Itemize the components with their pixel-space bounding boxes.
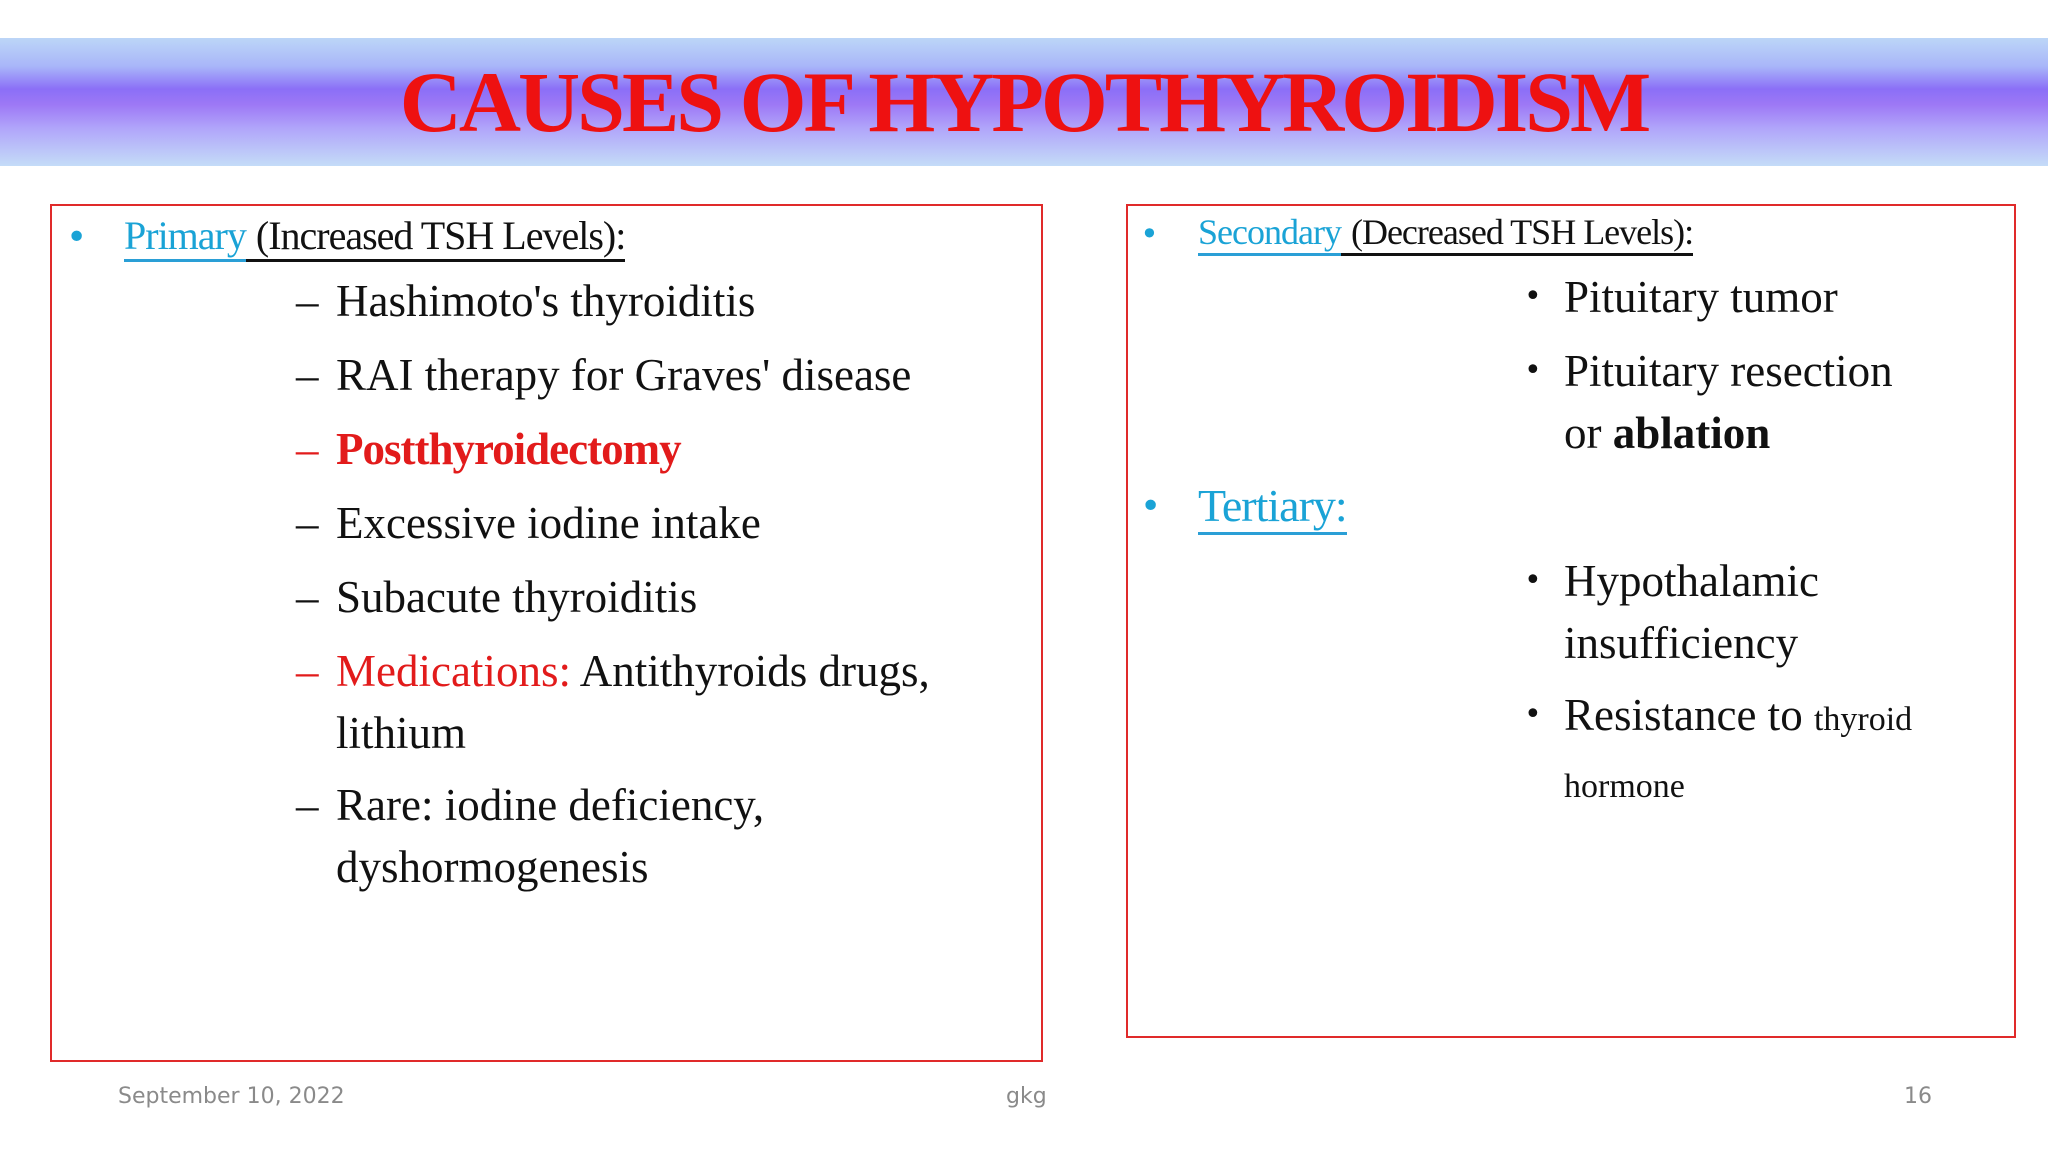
- primary-item-text: dyshormogenesis: [336, 842, 649, 892]
- secondary-item-text: Pituitary resection: [1564, 346, 1893, 396]
- primary-item-text: Antithyroids drugs,: [570, 646, 930, 696]
- tertiary-item-text: Resistance to: [1564, 690, 1814, 740]
- tertiary-item-text: hormone: [1564, 768, 1685, 805]
- primary-item: [296, 492, 761, 554]
- dash-icon: –: [296, 572, 319, 622]
- secondary-label: Secondary: [1198, 212, 1341, 256]
- dash-icon: –: [296, 780, 319, 830]
- dash-icon: –: [296, 350, 319, 400]
- primary-detail: (Increased TSH Levels):: [246, 213, 625, 262]
- footer-author: gkg: [1006, 1084, 1047, 1109]
- primary-item-text: Excessive iodine intake: [336, 498, 761, 548]
- footer-page-number: 16: [1904, 1084, 1932, 1109]
- ablation-text: ablation: [1612, 408, 1771, 458]
- tertiary-heading: [1198, 476, 1347, 535]
- tertiary-item-text: thyroid: [1813, 701, 1913, 738]
- primary-item-text: Postthyroidectomy: [336, 424, 681, 474]
- primary-item: [296, 566, 698, 628]
- primary-bullet: [66, 212, 87, 264]
- dash-icon: –: [296, 276, 319, 326]
- secondary-item-text: or: [1564, 408, 1613, 458]
- dash-icon: –: [296, 498, 319, 548]
- primary-item: [296, 640, 930, 764]
- primary-item: [296, 774, 765, 898]
- primary-item: [296, 270, 756, 332]
- primary-item-text: RAI therapy for Graves' disease: [336, 350, 912, 400]
- bullet-icon: •: [1140, 215, 1159, 253]
- primary-label: Primary: [124, 213, 246, 262]
- tertiary-bullet: [1140, 478, 1161, 536]
- medications-label: Medications:: [336, 646, 571, 696]
- tertiary-item: [1524, 550, 1819, 674]
- secondary-bullet: [1140, 210, 1159, 258]
- primary-item: [296, 344, 912, 406]
- tertiary-item-text: insufficiency: [1564, 618, 1799, 668]
- bullet-icon: •: [1524, 563, 1542, 598]
- footer-date: September 10, 2022: [118, 1084, 345, 1109]
- primary-causes-box: [50, 204, 1043, 1062]
- bullet-icon: •: [1524, 697, 1542, 732]
- secondary-item-text: Pituitary tumor: [1564, 272, 1838, 322]
- bullet-icon: •: [1140, 486, 1162, 527]
- dash-icon: –: [296, 424, 319, 474]
- bullet-icon: •: [1524, 353, 1542, 388]
- slide-title: CAUSES OF HYPOTHYROIDISM: [399, 54, 1649, 150]
- primary-item-text: Hashimoto's thyroiditis: [336, 276, 756, 326]
- primary-item-text: Subacute thyroiditis: [336, 572, 698, 622]
- secondary-item: [1524, 266, 1838, 328]
- primary-item-text: lithium: [336, 708, 467, 758]
- secondary-heading: [1198, 206, 1693, 259]
- secondary-item: [1524, 340, 1893, 464]
- tertiary-item-text: Hypothalamic: [1564, 556, 1819, 606]
- primary-item-highlight: [296, 418, 681, 480]
- bullet-icon: •: [1524, 279, 1542, 314]
- tertiary-item: [1524, 684, 1913, 813]
- primary-heading: [124, 208, 625, 264]
- bullet-icon: •: [66, 217, 88, 258]
- dash-icon: –: [296, 646, 319, 696]
- primary-item-text: Rare: iodine deficiency,: [336, 780, 765, 830]
- tertiary-label: Tertiary:: [1198, 480, 1347, 535]
- secondary-detail: (Decreased TSH Levels):: [1341, 212, 1693, 256]
